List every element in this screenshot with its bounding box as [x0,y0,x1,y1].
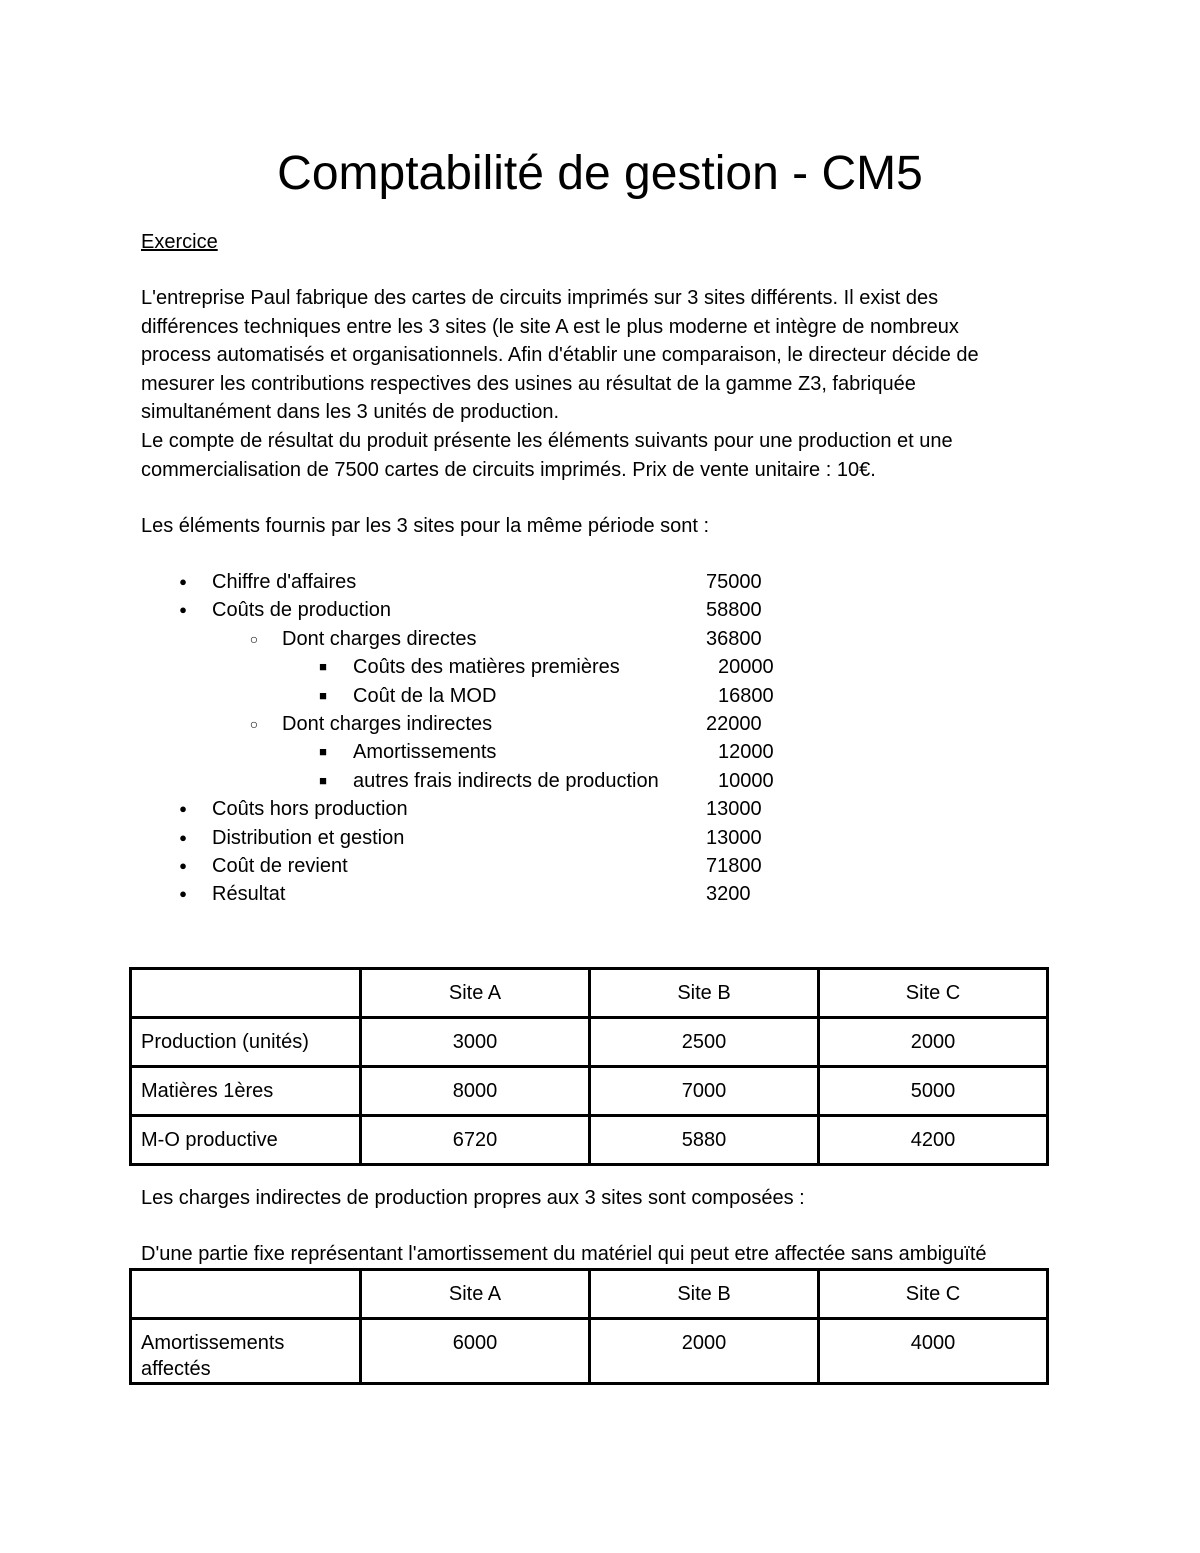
item-label: autres frais indirects de production [353,769,659,792]
bullet-square-icon: ■ [319,744,327,760]
list-item [0,852,1200,880]
item-value: 20000 [718,656,774,679]
item-value: 75000 [706,571,762,593]
list-item [0,767,1200,795]
fixed-part-text: D'une partie fixe représentant l'amortissement du matériel qui peut etre affectée sans ambiguïté [141,1243,987,1265]
row-label-cell: Production (unités) [131,1018,361,1067]
table-row [131,1319,1048,1384]
list-item [0,596,1200,624]
item-label: Coûts des matières premières [353,656,620,679]
item-value: 16800 [718,684,774,707]
intro-line: simultanément dans les 3 unités de production. [141,401,560,424]
table-cell: 6720 [361,1116,590,1165]
item-label: Dont charges indirectes [282,712,493,735]
table-cell: 4000 [819,1319,1048,1384]
item-label: Coûts hors production [212,798,408,821]
list-item [0,880,1200,908]
item-label: Distribution et gestion [212,826,405,849]
table-row [131,1116,1048,1165]
list-item [0,738,1200,766]
list-item [0,710,1200,738]
intro-line: mesurer les contributions respectives des usines au résultat de la gamme Z3, fabriquée [141,372,916,395]
table-header-cell: Site A [361,969,590,1018]
bullet-square-icon: ■ [319,772,327,788]
elements-intro: Les éléments fournis par les 3 sites pour la même période sont : [141,515,710,537]
page-title: Comptabilité de gestion - CM5 [277,147,923,200]
bullet-disc-icon: ● [179,602,187,618]
table-header-cell: Site B [590,1270,819,1319]
bullet-circle-icon: ○ [249,715,259,732]
intro-line: Le compte de résultat du produit présente les éléments suivants pour une production et une [141,429,953,452]
item-value: 13000 [706,798,762,821]
item-label: Coût de revient [212,854,348,877]
table-cell: 4200 [819,1116,1048,1165]
row-label-cell: Amortissements affectés [131,1319,361,1384]
list-item [0,653,1200,681]
item-value: 36800 [706,627,762,650]
table-cell: 8000 [361,1067,590,1116]
intro-line: L'entreprise Paul fabrique des cartes de circuits imprimés sur 3 sites différents. Il exist des [141,287,939,309]
table-header-cell: Site C [819,969,1048,1018]
table-cell: 5880 [590,1116,819,1165]
item-label: Dont charges directes [282,627,477,650]
table-cell: 2000 [590,1319,819,1384]
sites-table [129,967,1049,1166]
item-value: 10000 [718,769,774,792]
table-cell: 5000 [819,1067,1048,1116]
table-row [131,1018,1048,1067]
item-label: Résultat [212,883,286,906]
table-cell: 2000 [819,1018,1048,1067]
bullet-disc-icon: ● [179,886,187,902]
item-label: Coût de la MOD [353,684,497,707]
table-cell: 6000 [361,1319,590,1384]
item-value: 58800 [706,599,762,622]
table-header-row [131,969,1048,1018]
table-cell: 3000 [361,1018,590,1067]
list-item [0,795,1200,823]
table-row [131,1067,1048,1116]
bullet-disc-icon: ● [179,801,187,817]
row-label-cell: Matières 1ères [131,1067,361,1116]
bullet-square-icon: ■ [319,659,327,675]
intro-line: commercialisation de 7500 cartes de circuits imprimés. Prix de vente unitaire : 10€. [141,458,876,481]
list-item [0,625,1200,653]
item-label: Coûts de production [212,599,392,622]
intro-paragraph [141,284,1081,484]
item-value: 22000 [706,712,762,735]
table-header-cell: Site C [819,1270,1048,1319]
bullet-disc-icon: ● [179,829,187,845]
table-cell: 2500 [590,1018,819,1067]
indirect-charges-intro: Les charges indirectes de production propres aux 3 sites sont composées : [141,1187,805,1209]
intro-line: process automatisés et organisationnels. Afin d'établir une comparaison, le directeur décide de [141,344,979,367]
item-value: 3200 [706,883,751,906]
item-label: Chiffre d'affaires [212,571,357,593]
bullet-disc-icon: ● [179,857,187,873]
item-value: 13000 [706,826,762,849]
row-label-cell: M-O productive [131,1116,361,1165]
bullet-square-icon: ■ [319,687,327,703]
table-header-cell [131,1270,361,1319]
item-label: Amortissements [353,741,497,764]
intro-line: différences techniques entre les 3 sites (le site A est le plus moderne et intègre de nombreux [141,315,959,338]
list-item [0,568,1200,596]
list-item [0,682,1200,710]
section-label: Exercice [141,231,218,253]
bullet-circle-icon: ○ [249,630,259,647]
table-header-cell [131,969,361,1018]
table-header-cell: Site B [590,969,819,1018]
amortization-table [129,1268,1049,1385]
table-header-row [131,1270,1048,1319]
item-value: 12000 [718,741,774,764]
elements-list [0,568,1200,909]
bullet-disc-icon: ● [179,574,187,589]
table-header-cell: Site A [361,1270,590,1319]
list-item [0,824,1200,852]
item-value: 71800 [706,854,762,877]
table-cell: 7000 [590,1067,819,1116]
